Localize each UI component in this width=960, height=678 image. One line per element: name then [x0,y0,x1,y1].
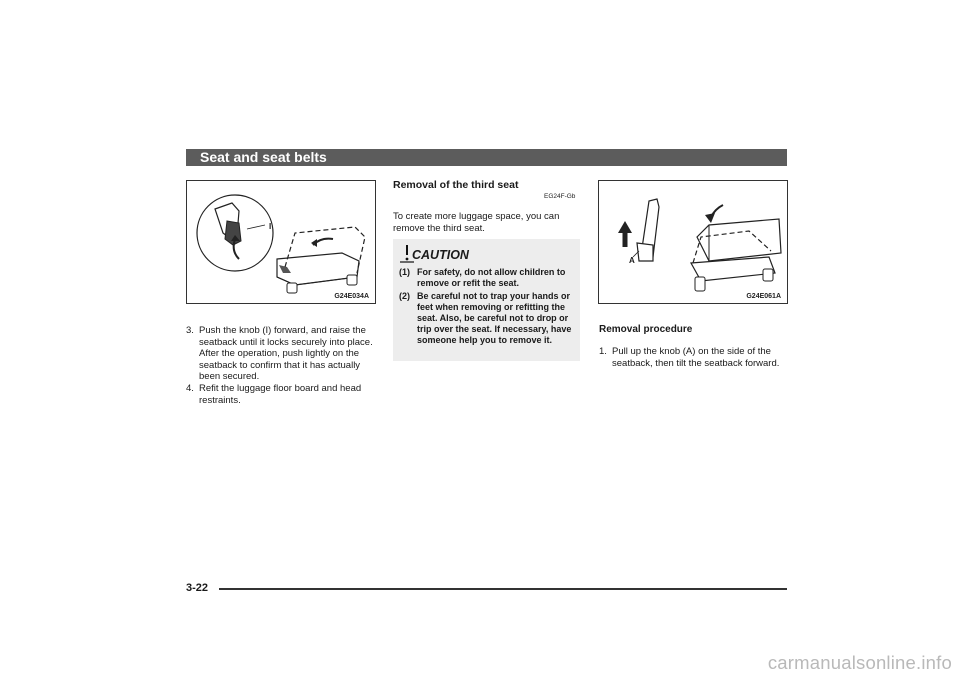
caution-text: Be careful not to trap your hands or feet when removing or refitting the seat. Also, be careful not to drop or trip over the seat. If necessary, have someone help you to remove it. [417,291,572,345]
step-number: 1. [599,346,607,357]
figure-code: G24E034A [334,293,369,300]
figure-left [186,180,376,304]
section-heading: Removal of the third seat [393,179,519,191]
caution-item-2 [399,291,573,346]
step-text: Push the knob (I) forward, and raise the seatback until it locks securely into place. After the operation, push lightly on the seatback to confirm that it has actually been secured. [199,325,373,383]
caution-text: For safety, do not allow children to remove or refit the seat. [417,267,566,288]
step-1 [599,346,787,369]
knob-label: I [269,222,272,231]
seat-fold-illustration [599,181,787,303]
figure-right [598,180,788,304]
step-number: 3. [186,325,194,336]
step-3 [186,325,376,383]
page-number: 3-22 [186,582,209,594]
seat-raise-illustration [187,181,375,303]
caution-item-1 [399,267,573,289]
intro-text: To create more luggage space, you can remove the third seat. [393,211,560,234]
section-code: EG24F-Gb [544,193,576,200]
caution-number: (2) [399,291,410,301]
watermark: carmanualsonline.info [767,652,952,673]
caution-items [399,267,573,348]
caution-box [393,239,580,361]
procedure-heading: Removal procedure [599,324,693,335]
footer-divider [219,588,787,590]
figure-code: G24E061A [746,293,781,300]
right-steps [599,346,787,369]
knob-label: A [629,256,635,265]
step-number: 4. [186,382,194,394]
step-text: Pull up the knob (A) on the side of the seatback, then tilt the seatback forward. [612,346,780,369]
step-4 [186,383,376,406]
caution-title: CAUTION [412,248,469,262]
left-steps [186,325,376,406]
caution-number: (1) [399,267,410,277]
step-text: Refit the luggage floor board and head restraints. [199,382,362,406]
section-title: Seat and seat belts [200,149,327,165]
